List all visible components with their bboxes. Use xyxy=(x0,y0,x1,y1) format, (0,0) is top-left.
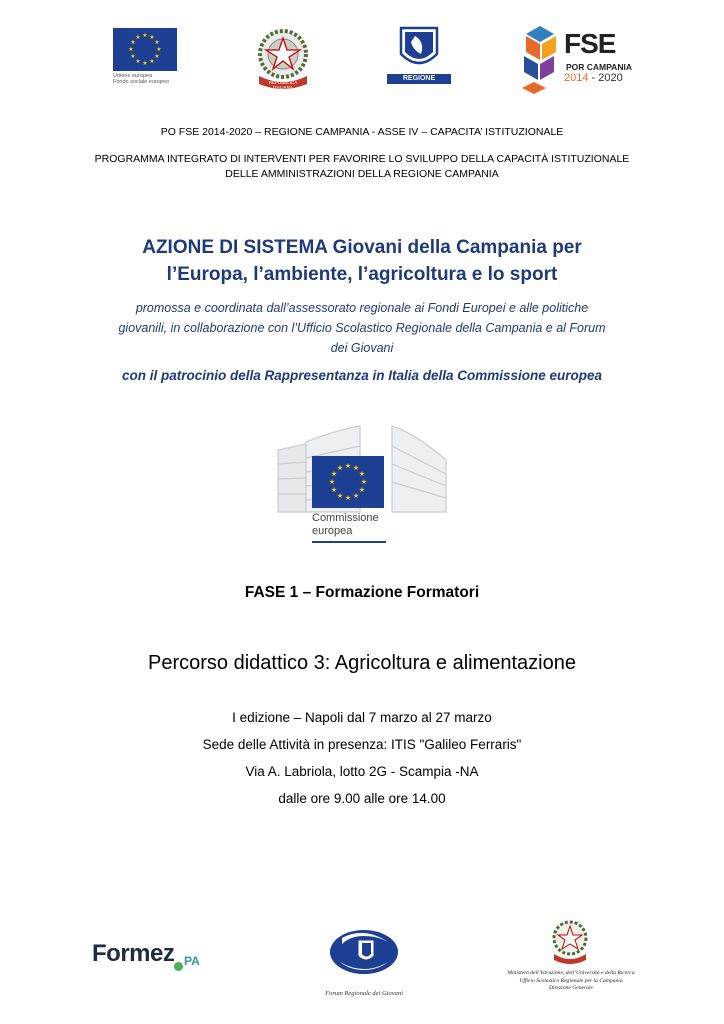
svg-text:★: ★ xyxy=(142,32,148,39)
svg-text:★: ★ xyxy=(336,464,344,472)
programme-description-line-2: DELLE AMMINISTRAZIONI DELLA REGIONE CAMPANIA xyxy=(225,168,499,180)
svg-text:★: ★ xyxy=(358,486,366,494)
formez-wordmark: Formez xyxy=(92,940,175,967)
svg-text:★: ★ xyxy=(135,34,141,41)
republic-ribbon-text: REPUBBLICA ITALIANA xyxy=(268,80,298,90)
course-details xyxy=(0,704,724,812)
main-title-line-1: AZIONE DI SISTEMA Giovani della Campania per xyxy=(142,237,582,258)
miur-caption-line-2: Ufficio Scolastico Regionale per la Campania xyxy=(519,977,623,984)
ec-logo-line-2: europea xyxy=(312,525,353,537)
italian-republic-emblem xyxy=(253,24,313,94)
svg-text:★: ★ xyxy=(330,486,338,494)
main-title-line-2: l’Europa, l’ambiente, l’agricoltura e lo sport xyxy=(166,264,558,285)
eu-caption-line-1: Unione europea xyxy=(113,73,153,79)
formez-dot-icon xyxy=(174,962,183,971)
regione-campania-label: REGIONE CAMPANIA xyxy=(387,74,451,84)
eu-flag-logo xyxy=(113,28,177,71)
formez-pa-suffix: PA xyxy=(184,954,200,968)
miur-logo xyxy=(500,918,642,1018)
svg-text:★: ★ xyxy=(149,34,155,41)
ec-logo-text xyxy=(312,512,379,538)
svg-text:★: ★ xyxy=(352,492,360,500)
miur-caption-line-1: Ministero dell’Istruzione, dell’Università e della Ricerca xyxy=(507,970,635,976)
svg-text:★: ★ xyxy=(154,39,160,46)
svg-text:★: ★ xyxy=(358,470,366,478)
svg-text:★: ★ xyxy=(328,478,336,486)
promotion-line-2: giovanili, in collaborazione con l’Ufficio Scolastico Regionale della Campania e al Forum xyxy=(118,321,606,335)
fse-year-end: - 2020 xyxy=(588,72,623,84)
fse-cubes-icon xyxy=(520,26,562,96)
miur-caption-line-3: Direzione Generale xyxy=(548,985,594,991)
programme-line: PO FSE 2014-2020 – REGIONE CAMPANIA - ASSE IV – CAPACITA’ ISTITUZIONALE xyxy=(160,126,564,138)
miur-caption xyxy=(500,970,642,993)
fse-title: FSE xyxy=(564,28,616,59)
svg-text:★: ★ xyxy=(154,53,160,60)
edition-text: I edizione – Napoli dal 7 marzo al 27 marzo xyxy=(232,710,492,725)
berlaymont-building-icon xyxy=(276,424,448,514)
programme-description-line-1: PROGRAMMA INTEGRATO DI INTERVENTI PER FAVORIRE LO SVILUPPO DELLA CAPACITÀ ISTITUZIONALE xyxy=(94,153,630,165)
miur-emblem-icon xyxy=(548,918,592,966)
forum-emblem-icon xyxy=(318,924,410,986)
ec-logo-line-1: Commissione xyxy=(312,512,379,524)
svg-text:★: ★ xyxy=(352,464,360,472)
svg-text:★: ★ xyxy=(130,39,136,46)
fse-subtitle: POR CAMPANIA xyxy=(566,62,632,72)
fse-year-start: 2014 xyxy=(564,72,589,84)
promotion-line-1: promossa e coordinata dall’assessorato regionale ai Fondi Europei e alle politiche xyxy=(135,301,589,315)
promotion-text xyxy=(100,298,624,358)
forum-giovani-logo xyxy=(318,924,410,1006)
venue-text: Sede delle Attività in presenza: ITIS "Galileo Ferraris" xyxy=(202,737,522,752)
address-text: Via A. Labriola, lotto 2G - Scampia -NA xyxy=(245,764,479,779)
svg-text:★: ★ xyxy=(336,492,344,500)
eu-caption xyxy=(113,73,193,85)
main-title xyxy=(0,234,724,288)
eu-stars-icon xyxy=(113,28,177,71)
programme-description xyxy=(0,152,724,182)
phase-heading: FASE 1 – Formazione Formatori xyxy=(244,584,480,601)
eu-caption-line-2: Fondo sociale europeo xyxy=(113,79,169,85)
fse-por-campania-logo xyxy=(520,22,640,96)
promotion-line-3: dei Giovani xyxy=(330,341,394,355)
regione-campania-logo xyxy=(385,24,453,92)
svg-text:★: ★ xyxy=(149,58,155,65)
svg-text:★: ★ xyxy=(360,478,368,486)
course-heading: Percorso didattico 3: Agricoltura e alimentazione xyxy=(147,652,576,674)
formez-pa-logo xyxy=(92,936,212,976)
hours-text: dalle ore 9.00 alle ore 14.00 xyxy=(278,791,446,806)
fse-years xyxy=(564,72,623,84)
svg-text:★: ★ xyxy=(156,46,162,53)
svg-text:★: ★ xyxy=(344,494,352,502)
svg-text:★: ★ xyxy=(135,58,141,65)
patronage-text: con il patrocinio della Rappresentanza in Italia della Commissione europea xyxy=(121,368,603,383)
forum-caption: Forum Regionale dei Giovani xyxy=(325,990,403,997)
ec-logo-underline xyxy=(312,541,386,543)
svg-text:★: ★ xyxy=(130,53,136,60)
svg-text:★: ★ xyxy=(330,470,338,478)
svg-text:★: ★ xyxy=(128,46,134,53)
european-commission-logo xyxy=(276,424,448,544)
svg-text:★: ★ xyxy=(142,60,148,67)
svg-text:★: ★ xyxy=(344,462,352,470)
